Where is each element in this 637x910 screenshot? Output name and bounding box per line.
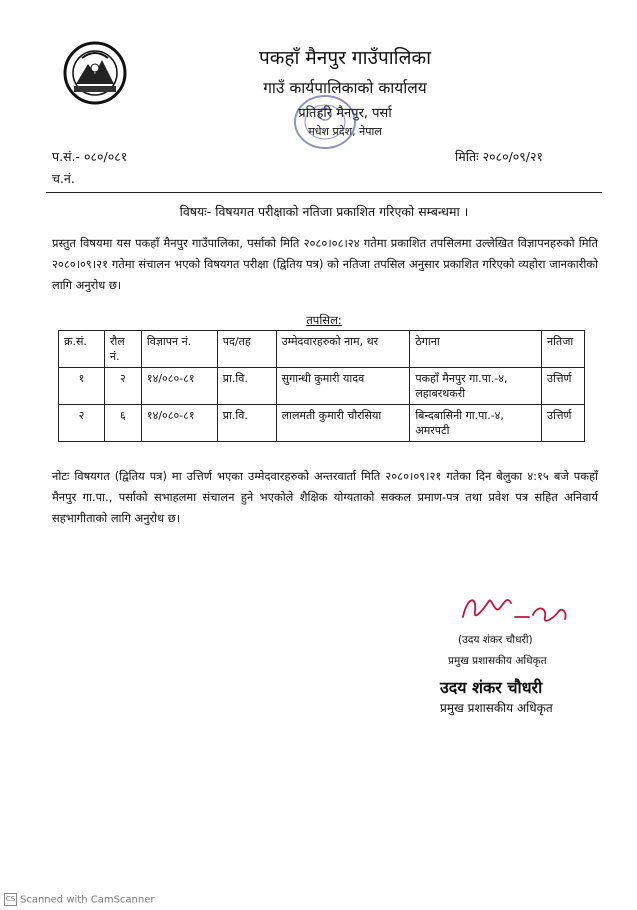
- cell-candidate-name: लालमती कुमारी चौरसिया: [276, 405, 410, 442]
- letter-date: मितिः २०८०/०९/२१: [455, 149, 543, 164]
- scanner-watermark: [4, 893, 155, 906]
- office-address: प्रतिहरि मैनपुर, पर्सा: [298, 106, 392, 121]
- reference-number: प.सं.- ०८०/०८१: [52, 149, 128, 164]
- cell-address: बिन्दबासिनी गा.पा.-४, अमरपटी: [410, 405, 542, 442]
- signatory-name-handwritten: (उदय शंकर चौधरी): [458, 634, 533, 646]
- office-stamp-icon: [290, 92, 360, 152]
- scanner-text: Scanned with CamScanner: [20, 894, 155, 906]
- signatory-title-stamp: प्रमुख प्रशासकीय अधिकृत: [440, 701, 553, 715]
- camscanner-icon: CS: [4, 893, 17, 906]
- dispatch-number: च.नं.: [52, 171, 75, 186]
- header-advertisement: विज्ञापन नं.: [141, 331, 217, 368]
- signatory-name-stamp: उदय शंकर चौधरी: [440, 678, 543, 697]
- cell-advertisement: १४/०८०-८१: [141, 368, 217, 405]
- table-label: तपसिल:: [306, 313, 342, 327]
- handwritten-signature-icon: [455, 587, 575, 637]
- header-address: ठेगाना: [410, 331, 542, 368]
- header-roll: रौल नं.: [104, 331, 141, 368]
- header-result: नतिजा: [541, 331, 584, 368]
- result-table: [58, 330, 585, 442]
- office-province: मधेश प्रदेश, नेपाल: [308, 125, 382, 138]
- government-emblem-icon: [62, 40, 128, 106]
- cell-post: प्रा.वि.: [217, 405, 276, 442]
- cell-serial: २: [59, 405, 105, 442]
- header-divider: [46, 192, 602, 193]
- cell-post: प्रा.वि.: [217, 368, 276, 405]
- header-candidate-name: उम्मेदवारहरुको नाम, थर: [276, 331, 410, 368]
- cell-result: उत्तिर्ण: [541, 368, 584, 405]
- cell-serial: १: [59, 368, 105, 405]
- cell-roll: ६: [104, 405, 141, 442]
- cell-address: पकहाँ मैनपुर गा.पा.-४, लहाबरथकरी: [410, 368, 542, 405]
- cell-candidate-name: सुगान्धी कुमारी यादव: [276, 368, 410, 405]
- interview-note: नोटः विषयगत (द्वितिय पत्र) मा उत्तिर्ण भएका उम्मेदवारहरुको अन्तरवार्ता मिति २०८०।०९।२१ गतेका दिन बेलुका ४:१५ बजे पकहाँ मैनपुर गा.पा., पर्साको सभाहलमा संचालन हुने भएकोले शैक्षिक योग्यताको सक्कल प्रमाण-पत्र तथा प्रवेश पत्र सहित अनिवार्य सहभागीताको लागि अनुरोध छ।: [52, 469, 598, 525]
- office-subtitle: गाउँ कार्यपालिकाको कार्यालय: [263, 79, 427, 97]
- office-name: पकहाँ मैनपुर गाउँपालिका: [258, 47, 431, 69]
- table-row: [59, 405, 585, 442]
- letter-subject: विषयः- विषयगत परीक्षाको नतिजा प्रकाशित गरिएको सम्बन्धमा ।: [179, 204, 469, 219]
- cell-roll: २: [104, 368, 141, 405]
- cell-advertisement: १४/०८०-८१: [141, 405, 217, 442]
- signatory-title-handwritten: प्रमुख प्रशासकीय अधिकृत: [448, 655, 547, 667]
- header-serial: क्र.सं.: [59, 331, 105, 368]
- table-row: [59, 368, 585, 405]
- cell-result: उत्तिर्ण: [541, 405, 584, 442]
- header-post: पद/तह: [217, 331, 276, 368]
- letter-body: प्रस्तुत विषयमा यस पकहाँ मैनपुर गाउँपालिका, पर्साको मिति २०८०।०८।२४ गतेमा प्रकाशित तपसिलमा उल्लेखित विज्ञापनहरुको मिति २०८०।०९।२१ गतेमा संचालन भएको विषयगत परीक्षा (द्वितिय पत्र) को नतिजा तपसिल अनुसार प्रकाशित गरिएको व्यहोरा जानकारीको लागि अनुरोध छ।: [52, 236, 598, 292]
- table-header-row: [59, 331, 585, 368]
